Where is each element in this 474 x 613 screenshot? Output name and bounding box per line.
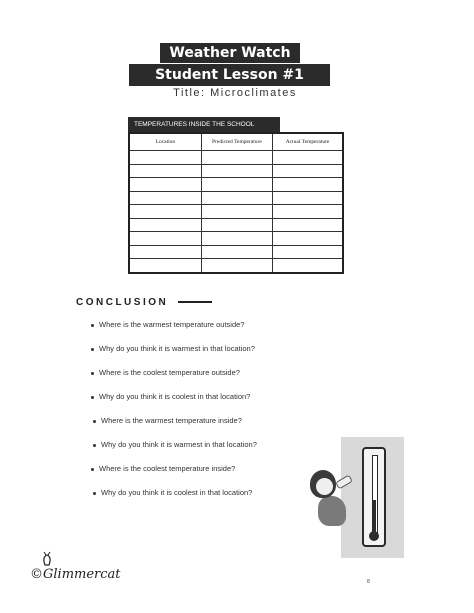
predicted-cell[interactable] — [201, 164, 272, 178]
question-item — [93, 440, 257, 449]
question-text: Where is the coolest temperature inside? — [99, 464, 236, 473]
girl-face — [316, 478, 333, 495]
table-row — [129, 151, 343, 165]
bullet-icon — [93, 420, 96, 423]
location-cell[interactable] — [129, 178, 201, 192]
location-cell[interactable] — [129, 151, 201, 165]
question-text: Why do you think it is warmest in that location? — [101, 440, 257, 449]
question-text: Where is the warmest temperature outside? — [99, 320, 245, 329]
location-cell[interactable] — [129, 259, 201, 273]
location-cell[interactable] — [129, 232, 201, 246]
bullet-icon — [91, 396, 94, 399]
table-row — [129, 205, 343, 219]
location-cell[interactable] — [129, 191, 201, 205]
question-text: Why do you think it is coolest in that location? — [99, 392, 251, 401]
bullet-icon — [91, 348, 94, 351]
question-text: Where is the coolest temperature outside? — [99, 368, 240, 377]
location-cell[interactable] — [129, 245, 201, 259]
actual-cell[interactable] — [273, 151, 343, 165]
question-item — [91, 368, 240, 377]
predicted-cell[interactable] — [201, 245, 272, 259]
predicted-cell[interactable] — [201, 259, 272, 273]
brand-logo: ©Glimmercat — [30, 567, 121, 582]
actual-cell[interactable] — [273, 218, 343, 232]
column-header-predicted: Predicted Temperature — [201, 133, 272, 151]
question-item — [91, 392, 250, 401]
question-text: Why do you think it is warmest in that location? — [99, 344, 255, 353]
table-row — [129, 191, 343, 205]
bullet-icon — [93, 444, 96, 447]
table-row — [129, 178, 343, 192]
table-row — [129, 232, 343, 246]
location-cell[interactable] — [129, 164, 201, 178]
table-row — [129, 259, 343, 273]
question-item — [93, 416, 242, 425]
heading-divider — [178, 301, 212, 303]
column-header-location: Location — [129, 133, 201, 151]
question-item — [91, 464, 235, 473]
table-header-row — [129, 133, 343, 151]
conclusion-heading: CONCLUSION — [76, 297, 169, 308]
bullet-icon — [91, 468, 94, 471]
table-row — [129, 164, 343, 178]
bullet-icon — [91, 324, 94, 327]
location-cell[interactable] — [129, 205, 201, 219]
lesson-title: Title: Microclimates — [173, 87, 297, 99]
predicted-cell[interactable] — [201, 191, 272, 205]
question-item — [91, 320, 244, 329]
actual-cell[interactable] — [273, 205, 343, 219]
actual-cell[interactable] — [273, 232, 343, 246]
question-text: Why do you think it is coolest in that location? — [101, 488, 253, 497]
girl-body — [318, 496, 346, 526]
temperature-table — [128, 132, 344, 274]
actual-cell[interactable] — [273, 164, 343, 178]
worksheet-title: Weather Watch — [160, 43, 300, 63]
table-caption: TEMPERATURES INSIDE THE SCHOOL — [128, 117, 280, 132]
thermometer-bulb — [369, 531, 379, 541]
thermometer-mercury — [373, 500, 376, 533]
predicted-cell[interactable] — [201, 232, 272, 246]
actual-cell[interactable] — [273, 259, 343, 273]
table-row — [129, 245, 343, 259]
page-number: 8 — [367, 579, 370, 585]
location-cell[interactable] — [129, 218, 201, 232]
bullet-icon — [91, 372, 94, 375]
predicted-cell[interactable] — [201, 205, 272, 219]
predicted-cell[interactable] — [201, 218, 272, 232]
predicted-cell[interactable] — [201, 178, 272, 192]
table-row — [129, 218, 343, 232]
question-text: Where is the warmest temperature inside? — [101, 416, 242, 425]
lesson-number-banner: Student Lesson #1 — [129, 64, 330, 86]
question-item — [93, 488, 252, 497]
predicted-cell[interactable] — [201, 151, 272, 165]
bullet-icon — [93, 492, 96, 495]
question-item — [91, 344, 255, 353]
actual-cell[interactable] — [273, 178, 343, 192]
actual-cell[interactable] — [273, 245, 343, 259]
column-header-actual: Actual Temperature — [273, 133, 343, 151]
actual-cell[interactable] — [273, 191, 343, 205]
